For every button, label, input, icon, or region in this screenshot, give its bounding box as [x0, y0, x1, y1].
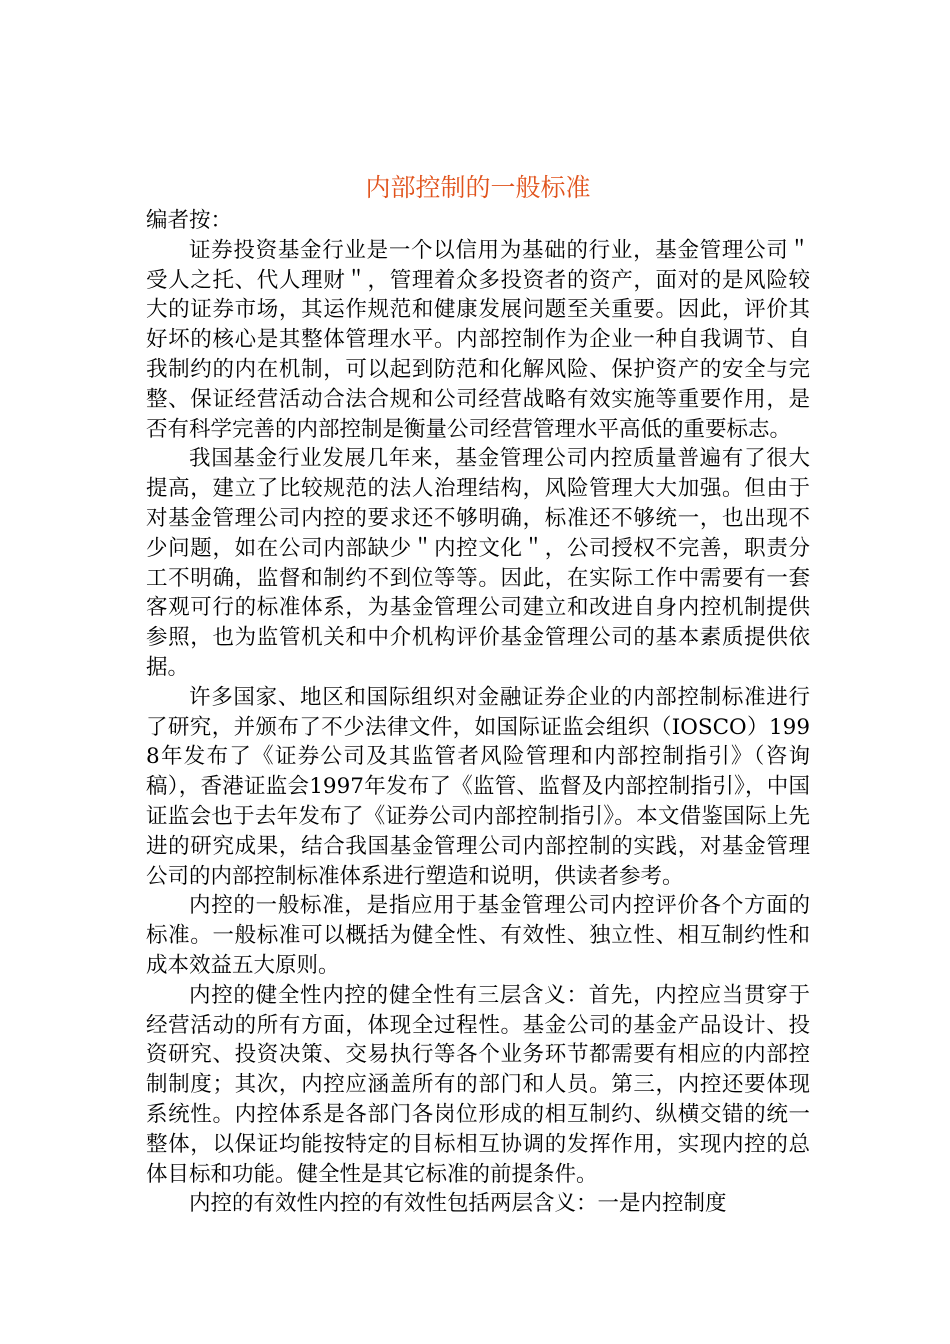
paragraph-1: 证券投资基金行业是一个以信用为基础的行业，基金管理公司＂受人之托、代人理财＂，管理着众多投资者的资产，面对的是风险较大的证券市场，其运作规范和健康发展问题至关重要。因此，评价其好坏的核心是其整体管理水平。内部控制作为企业一种自我调节、自我制约的内在机制，可以起到防范和化解风险、保护资产的安全与完整、保证经营活动合法合规和公司经营战略有效实施等重要作用，是否有科学完善的内部控制是衡量公司经营管理水平高低的重要标志。 [146, 237, 810, 442]
paragraph-2: 我国基金行业发展几年来，基金管理公司内控质量普遍有了很大提高，建立了比较规范的法人治理结构，风险管理大大加强。但由于对基金管理公司内控的要求还不够明确，标准还不够统一，也出现不少问题，如在公司内部缺少＂内控文化＂，公司授权不完善，职责分工不明确，监督和制约不到位等等。因此，在实际工作中需要有一套客观可行的标准体系，为基金管理公司建立和改进自身内控机制提供参照，也为监管机关和中介机构评价基金管理公司的基本素质提供依据。 [146, 446, 810, 680]
paragraph-4: 内控的一般标准，是指应用于基金管理公司内控评价各个方面的标准。一般标准可以概括为健全性、有效性、独立性、相互制约性和成本效益五大原则。 [146, 893, 810, 978]
paragraph-3: 许多国家、地区和国际组织对金融证券企业的内部控制标准进行了研究，并颁布了不少法律文件，如国际证监会组织（IOSCO）1998年发布了《证券公司及其监管者风险管理和内部控制指引》（咨询稿），香港证监会1997年发布了《监管、监督及内部控制指引》，中国证监会也于去年发布了《证券公司内部控制指引》。本文借鉴国际上先进的研究成果，结合我国基金管理公司内部控制的实践，对基金管理公司的内部控制标准体系进行塑造和说明，供读者参考。 [146, 684, 810, 889]
editor-note-label: 编者按： [146, 208, 233, 233]
document-title: 内部控制的一般标准 [365, 173, 591, 202]
paragraph-5: 内控的健全性内控的健全性有三层含义：首先，内控应当贯穿于经营活动的所有方面，体现全过程性。基金公司的基金产品设计、投资研究、投资决策、交易执行等各个业务环节都需要有相应的内部控制制度；其次，内控应涵盖所有的部门和人员。第三，内控还要体现系统性。内控体系是各部门各岗位形成的相互制约、纵横交错的统一整体，以保证均能按特定的目标相互协调的发挥作用，实现内控的总体目标和功能。健全性是其它标准的前提条件。 [146, 982, 810, 1187]
document-page [146, 172, 810, 1219]
paragraph-6: 内控的有效性内控的有效性包括两层含义：一是内控制度 [189, 1191, 727, 1217]
